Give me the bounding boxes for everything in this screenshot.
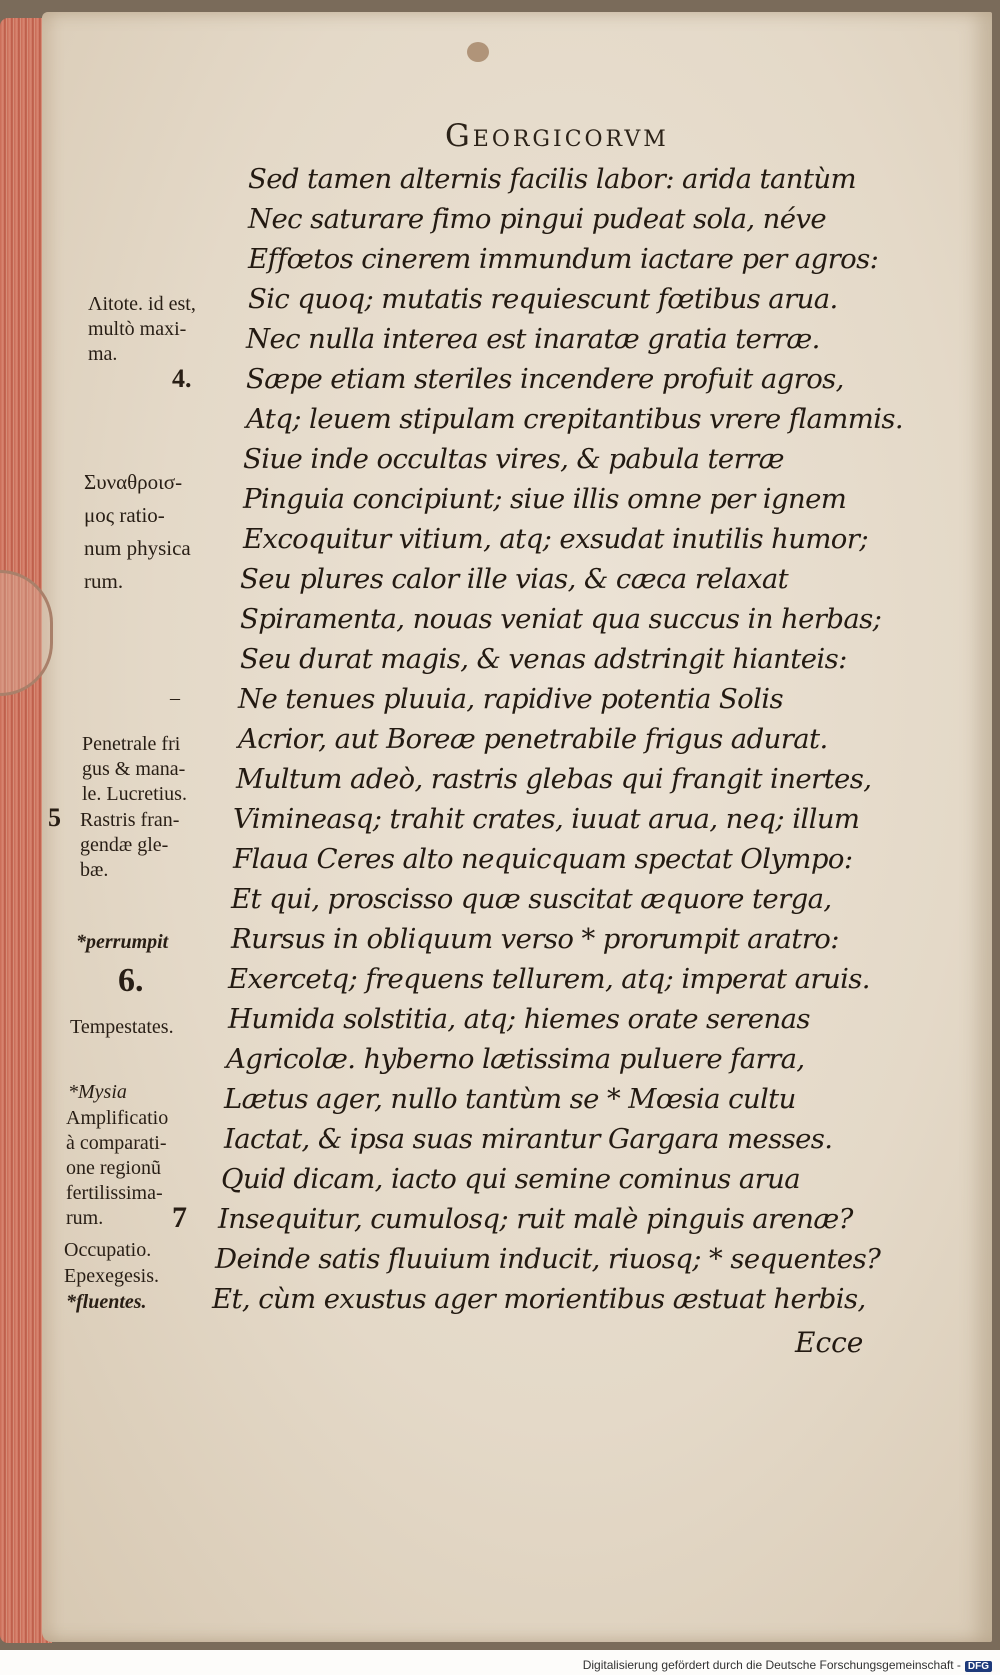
note-fluentes: *fluentes.	[66, 1291, 147, 1313]
verse-line: Insequitur, cumulosq; ruit malè pinguis arenæ?	[218, 1203, 853, 1235]
verse-line: Sic quoq; mutatis requiescunt fœtibus arua.	[248, 283, 838, 315]
note-penetrale: Penetrale fri gus & mana- le. Lucretius.	[82, 733, 187, 805]
verse-line: Sed tamen alternis facilis labor: arida tantùm	[248, 163, 856, 195]
verse-line: Et, cùm exustus ager morientibus æstuat herbis,	[212, 1283, 866, 1315]
note-synathroismos: Συναθροισ- μος ratio- num physica rum.	[84, 470, 191, 593]
verse-line: Humida solstitia, atq; hiemes orate serenas	[228, 1003, 810, 1035]
verse-line: Pinguia concipiunt; siue illis omne per ignem	[243, 483, 847, 515]
note-mysia: *Mysia	[68, 1081, 127, 1103]
verse-line: Rursus in obliquum verso * prorumpit aratro:	[231, 923, 839, 955]
verse-line: Vimineasq; trahit crates, iuuat arua, neq; illum	[233, 803, 860, 835]
running-head: Georgicorvm	[445, 118, 669, 154]
verse-line: Acrior, aut Boreæ penetrabile frigus adurat.	[238, 723, 828, 755]
verse-line: Atq; leuem stipulam crepitantibus vrere flammis.	[246, 403, 904, 435]
verse-line: Quid dicam, iacto qui semine cominus arua	[221, 1163, 801, 1195]
note-occupatio: Occupatio.	[64, 1239, 152, 1261]
verse-line: Agricolæ. hyberno lætissima puluere farra,	[226, 1043, 805, 1075]
verse-line: Nec nulla interea est inaratæ gratia terræ.	[246, 323, 820, 355]
verse-line: Seu durat magis, & venas adstringit hianteis:	[240, 643, 847, 675]
marginal-number-6: 6.	[118, 962, 144, 999]
verse-line: Flaua Ceres alto nequicquam spectat Olympo:	[233, 843, 853, 875]
note-rastris: Rastris fran- gendæ gle- bæ.	[80, 809, 180, 881]
verse-line: Deinde satis fluuium inducit, riuosq; * sequentes?	[215, 1243, 881, 1275]
note-perrumpit: *perrumpit	[76, 931, 169, 953]
verse-line: Effœtos cinerem immundum iactare per agros:	[248, 243, 879, 275]
note-amplificatio: Amplificatio à comparati- one regionũ fertilissima- rum.	[66, 1107, 169, 1229]
verse-line: Nec saturare fimo pingui pudeat sola, néve	[248, 203, 827, 235]
verse-line: Spiramenta, nouas veniat qua succus in herbas;	[240, 603, 882, 635]
note-tempestates: Tempestates.	[70, 1016, 174, 1038]
verse-line: Iactat, & ipsa suas mirantur Gargara messes.	[224, 1123, 833, 1155]
marginal-number-4: 4.	[172, 364, 192, 393]
verse-line: Ne tenues pluuia, rapidive potentia Solis	[238, 683, 784, 715]
verse-line: Multum adeò, rastris glebas qui frangit inertes,	[236, 763, 872, 795]
verse-line: Sæpe etiam steriles incendere profuit agros,	[246, 363, 844, 395]
verse-line: Exercetq; frequens tellurem, atq; imperat aruis.	[228, 963, 870, 995]
verse-line: Siue inde occultas vires, & pabula terræ	[243, 443, 784, 475]
verse-line: Excoquitur vitium, atq; exsudat inutilis humor;	[243, 523, 868, 555]
verse-line: Lætus ager, nullo tantùm se * Mœsia cultu	[224, 1083, 796, 1115]
verse-line: Et qui, proscisso quæ suscitat æquore terga,	[231, 883, 832, 915]
note-epexegesis: Epexegesis.	[64, 1265, 159, 1287]
verse-line: Seu plures calor ille vias, & cæca relaxat	[240, 563, 789, 595]
dfg-logo: DFG	[965, 1661, 992, 1672]
note-litote: Λitote. id est, multò maxi- ma.	[88, 293, 196, 365]
marginal-number-7: 7	[172, 1201, 187, 1234]
marginal-number-5: 5	[48, 803, 61, 832]
marginal-dash: –	[170, 687, 180, 709]
digitization-footer: Digitalisierung gefördert durch die Deutsche Forschungsgemeinschaft - DFG	[583, 1658, 992, 1672]
catchword: Ecce	[795, 1326, 864, 1359]
